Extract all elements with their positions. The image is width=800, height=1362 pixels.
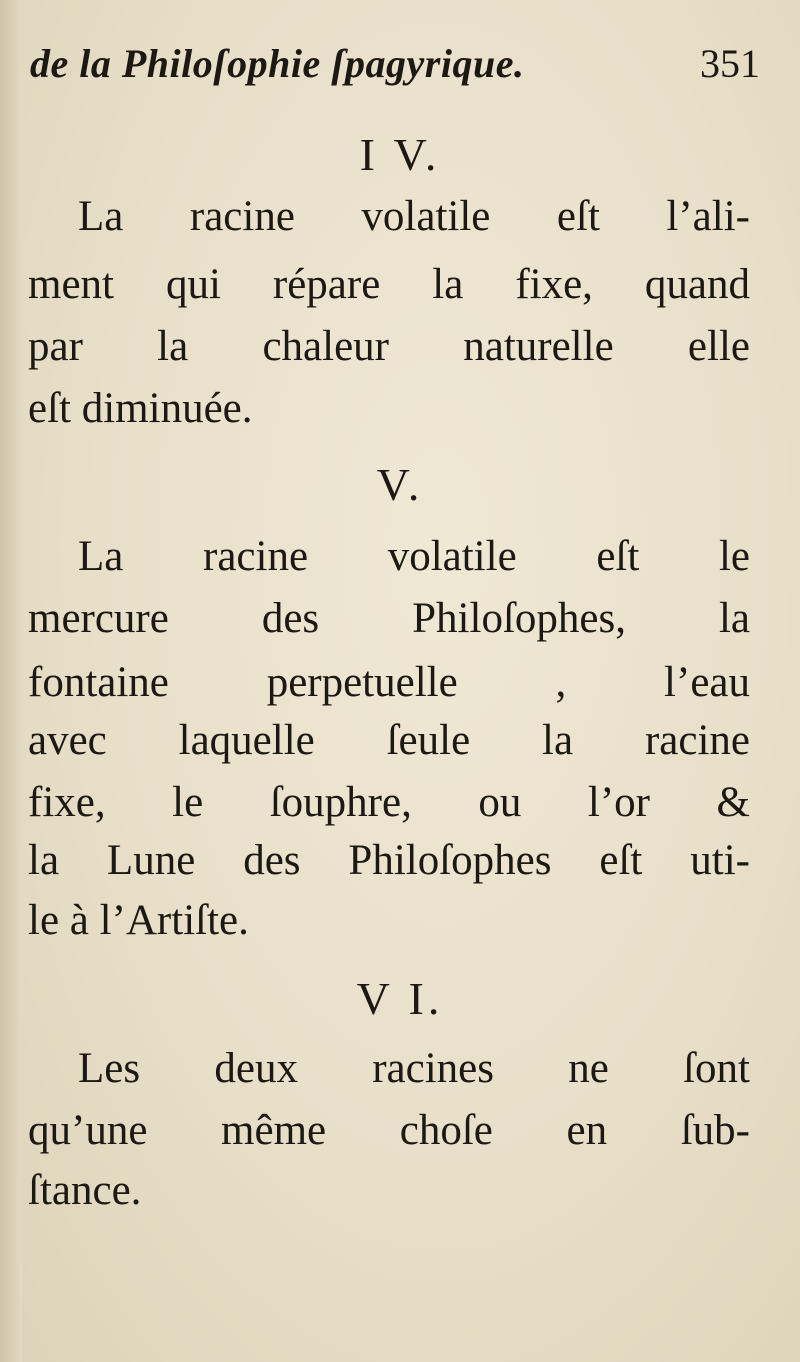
running-title: de la Philoſophie ſpagyrique. — [30, 41, 525, 86]
text-line: eſt diminuée. — [28, 385, 253, 432]
page-number: 351 — [700, 41, 760, 86]
text-line: le à l’Artiſte. — [28, 897, 249, 944]
text-line: par la chaleur naturelle elle — [28, 323, 750, 370]
text-line: ſtance. — [28, 1167, 142, 1214]
page-gutter — [0, 0, 22, 1362]
running-head — [30, 40, 760, 100]
text-line: avec laquelle ſeule la racine — [28, 717, 750, 764]
text-line: la Lune des Philoſophes eſt uti- — [28, 837, 750, 884]
text-line: mercure des Philoſophes, la — [28, 595, 750, 642]
section-number: V. — [376, 459, 424, 510]
text-line: La racine volatile eſt le — [78, 533, 750, 580]
section-number: V I. — [356, 973, 444, 1024]
text-line: qu’une même choſe en ſub- — [28, 1107, 750, 1154]
section-number: I V. — [359, 129, 441, 180]
text-line: La racine volatile eſt l’ali- — [78, 193, 750, 240]
text-line: Les deux racines ne ſont — [78, 1045, 750, 1092]
text-line: fixe, le ſouphre, ou l’or & — [28, 779, 750, 826]
text-line: fontaine perpetuelle , l’eau — [28, 659, 750, 706]
text-line: ment qui répare la fixe, quand — [28, 261, 750, 308]
